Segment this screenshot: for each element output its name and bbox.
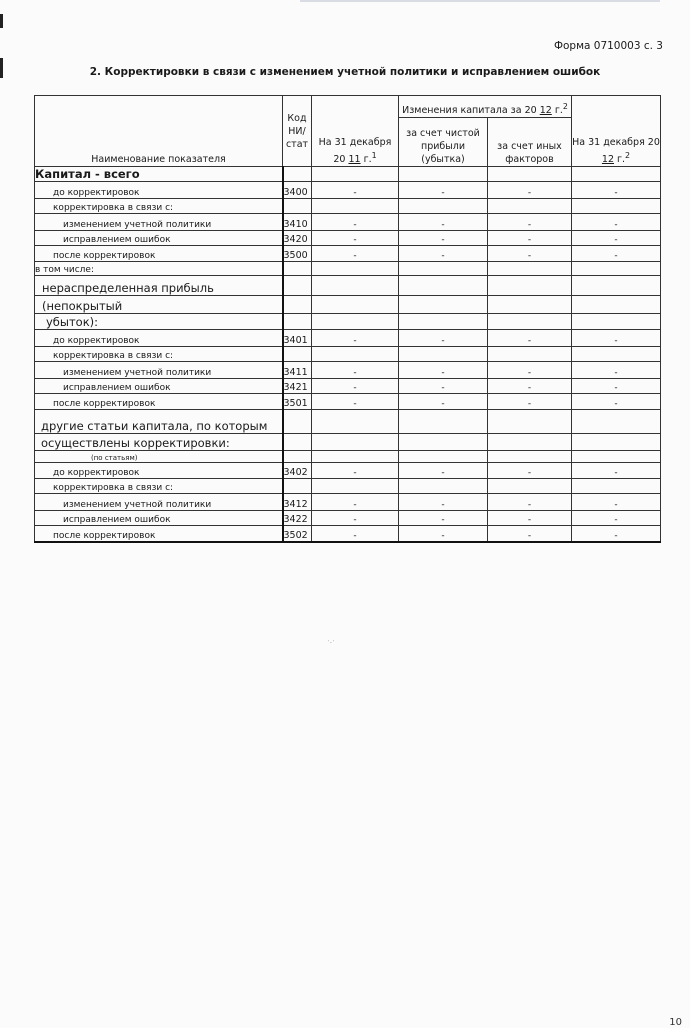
table-row (35, 276, 661, 296)
cell-value: - (572, 214, 661, 231)
cell-value: - (312, 214, 399, 231)
cell-value: - (399, 394, 488, 410)
row-label: после корректировок (35, 394, 283, 410)
row-label: до корректировок (35, 182, 283, 199)
row-label: корректировка в связи с: (35, 199, 283, 214)
row-label: после корректировок (35, 526, 283, 542)
table-row (35, 463, 661, 479)
section-title-line2: осуществлены корректировки: (35, 434, 283, 451)
table-row (35, 330, 661, 347)
row-label: после корректировок (35, 246, 283, 262)
row-code: 3500 (283, 246, 312, 262)
cell-value: - (399, 494, 488, 511)
row-label: исправлением ошибок (35, 511, 283, 526)
cell-value: - (312, 182, 399, 199)
form-identifier: Форма 0710003 с. 3 (553, 40, 663, 52)
cell-value: - (488, 379, 572, 394)
column-header-other: за счет иных факторов (488, 118, 572, 167)
table-row (35, 296, 661, 314)
row-code: 3410 (283, 214, 312, 231)
row-label: корректировка в связи с: (35, 347, 283, 362)
column-header-name: Наименование показателя (35, 96, 283, 167)
cell-value: - (488, 463, 572, 479)
row-code: 3411 (283, 362, 312, 379)
table-row (35, 246, 661, 262)
cell-value: - (572, 394, 661, 410)
cell-value: - (572, 526, 661, 542)
table-row (35, 511, 661, 526)
cell-value: - (399, 379, 488, 394)
cell-value: - (312, 526, 399, 542)
cell-value: - (488, 214, 572, 231)
section-title: 2. Корректировки в связи с изменением учетной политики и исправлением ошибок (89, 66, 601, 78)
row-code: 3401 (283, 330, 312, 347)
cell-value: - (399, 182, 488, 199)
table-row (35, 347, 661, 362)
table-row (35, 526, 661, 542)
row-code: 3421 (283, 379, 312, 394)
cell-value: - (488, 231, 572, 246)
row-label: исправлением ошибок (35, 231, 283, 246)
table-row (35, 167, 661, 182)
table-row (35, 394, 661, 410)
scan-edge-line (300, 0, 660, 2)
cell-value: - (312, 494, 399, 511)
section-title-other-items: другие статьи капитала, по которым (35, 410, 283, 434)
section-title-retained-earnings: нераспределенная прибыль (35, 276, 283, 296)
cell-value: - (488, 182, 572, 199)
cell-value: - (488, 246, 572, 262)
cell-value: - (399, 526, 488, 542)
cell-value: - (572, 330, 661, 347)
section-title-capital-total: Капитал - всего (35, 167, 283, 182)
row-label-intro: в том числе: (35, 262, 283, 276)
column-header-end: На 31 декабря 20 12 г.$^2$ (572, 96, 661, 167)
row-label: до корректировок (35, 330, 283, 347)
cell-value: - (399, 463, 488, 479)
table-row (35, 214, 661, 231)
row-code: 3412 (283, 494, 312, 511)
row-label: изменением учетной политики (35, 362, 283, 379)
table-row (35, 182, 661, 199)
row-label: исправлением ошибок (35, 379, 283, 394)
table-row (35, 231, 661, 246)
table-row (35, 314, 661, 330)
cell-value: - (399, 511, 488, 526)
row-label: изменением учетной политики (35, 494, 283, 511)
table-row (35, 494, 661, 511)
cell-value: - (572, 379, 661, 394)
cell-value: - (488, 394, 572, 410)
row-code: 3502 (283, 526, 312, 542)
row-code: 3400 (283, 182, 312, 199)
cell-value: - (399, 362, 488, 379)
cell-value: - (572, 246, 661, 262)
cell-value: - (312, 463, 399, 479)
table-row (35, 479, 661, 494)
section-title-line2: (непокрытый (35, 296, 283, 314)
cell-value: - (312, 379, 399, 394)
cell-value: - (312, 246, 399, 262)
cell-value: - (572, 362, 661, 379)
cell-value: - (488, 526, 572, 542)
cell-value: - (399, 214, 488, 231)
row-label: до корректировок (35, 463, 283, 479)
row-label: корректировка в связи с: (35, 479, 283, 494)
cell-value: - (488, 511, 572, 526)
corrections-table (34, 95, 661, 543)
cell-value: - (572, 494, 661, 511)
cell-value: - (399, 330, 488, 347)
cell-value: - (572, 182, 661, 199)
section-title-line3: убыток): (35, 314, 283, 330)
column-header-code: Код НИ/ стат (283, 96, 312, 167)
table-row (35, 262, 661, 276)
table-row (35, 451, 661, 463)
table-row (35, 199, 661, 214)
binding-mark-top (0, 14, 3, 28)
cell-value: - (572, 463, 661, 479)
row-code: 3420 (283, 231, 312, 246)
page-number: 10 (669, 1017, 682, 1028)
cell-value: - (572, 231, 661, 246)
cell-value: - (312, 394, 399, 410)
cell-value: - (399, 231, 488, 246)
cell-value: - (572, 511, 661, 526)
cell-value: - (399, 246, 488, 262)
cell-value: - (312, 362, 399, 379)
row-code: 3402 (283, 463, 312, 479)
scan-speck: ˙·˙ (327, 640, 335, 647)
row-note: (по статьям) (35, 451, 283, 463)
row-label: изменением учетной политики (35, 214, 283, 231)
cell-value: - (488, 494, 572, 511)
cell-value: - (488, 362, 572, 379)
cell-value: - (312, 231, 399, 246)
table-row (35, 379, 661, 394)
table-row (35, 362, 661, 379)
column-header-start: На 31 декабря 20 11 г.$^1$ (312, 96, 399, 167)
column-header-changes: Изменения капитала за 20 12 г.$^2$ (399, 96, 572, 118)
cell-value: - (312, 330, 399, 347)
row-code: 3422 (283, 511, 312, 526)
table-header-row (35, 96, 661, 118)
row-code: 3501 (283, 394, 312, 410)
cell-value: - (488, 330, 572, 347)
table-row (35, 434, 661, 451)
column-header-net-profit: за счет чистой прибыли (убытка) (399, 118, 488, 167)
cell-value: - (312, 511, 399, 526)
table-row (35, 410, 661, 434)
